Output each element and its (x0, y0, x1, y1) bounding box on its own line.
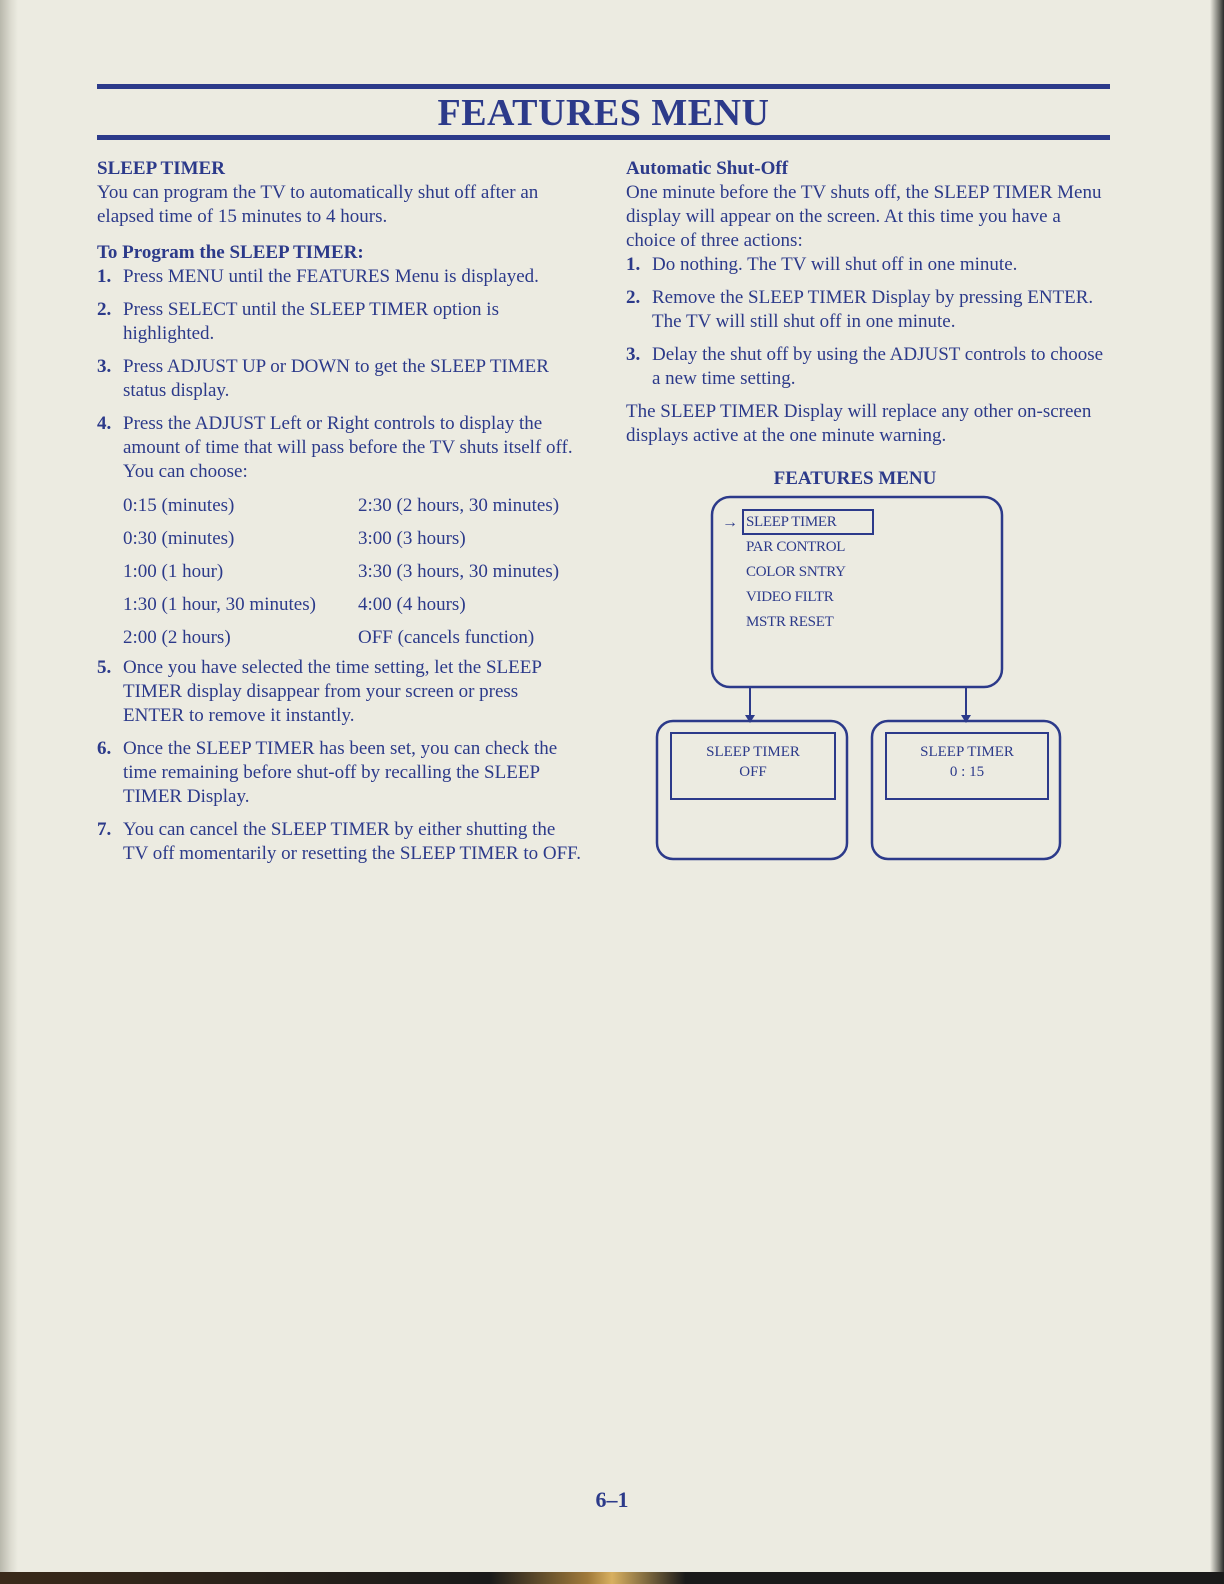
right-column (626, 157, 1106, 448)
diagram-frames (650, 493, 1070, 873)
auto-shutoff-heading: Automatic Shut-Off (626, 158, 789, 179)
page-edge-right (1210, 0, 1224, 1584)
step-number: 2. (97, 299, 112, 320)
step-number: 1. (626, 254, 641, 275)
left-screen-frame (657, 721, 847, 859)
page-number: 6–1 (595, 1487, 629, 1512)
step-text: Press MENU until the FEATURES Menu is displayed. (123, 266, 539, 287)
step-text: Press ADJUST UP or DOWN to get the SLEEP TIMER status display. (123, 356, 549, 401)
time-option: OFF (cancels function) (358, 627, 535, 648)
sleep-timer-intro: You can program the TV to automatically shut off after an elapsed time of 15 minutes to 4 hours. (97, 182, 539, 227)
step-number: 2. (626, 287, 641, 308)
time-option: 1:30 (1 hour, 30 minutes) (123, 594, 316, 615)
step-number: 6. (97, 738, 112, 759)
program-heading: To Program the SLEEP TIMER: (97, 242, 364, 263)
time-option: 2:00 (2 hours) (123, 627, 231, 648)
list-item (626, 253, 1106, 277)
menu-item-color-sntry: COLOR SNTRY (746, 564, 846, 580)
title-rule-bottom (97, 135, 1110, 140)
title-rule-top (97, 84, 1110, 89)
program-steps (97, 265, 582, 866)
step-number: 1. (97, 266, 112, 287)
sleep-timer-heading: SLEEP TIMER (97, 158, 225, 179)
time-option: 0:30 (minutes) (123, 528, 235, 549)
step-text: Press SELECT until the SLEEP TIMER option is highlighted. (123, 299, 499, 344)
step-number: 3. (626, 344, 641, 365)
list-item (97, 737, 582, 809)
time-option: 0:15 (minutes) (123, 495, 235, 516)
right-status-line2: 0 : 15 (949, 764, 985, 780)
selection-arrow-icon: → (722, 514, 738, 531)
list-item (97, 265, 582, 289)
diagram-title: FEATURES MENU (773, 468, 937, 489)
page-edge-bottom (0, 1572, 1224, 1584)
step-number: 5. (97, 657, 112, 678)
time-option: 3:30 (3 hours, 30 minutes) (358, 561, 560, 582)
page-title: FEATURES MENU (437, 92, 770, 134)
time-option: 1:00 (1 hour) (123, 561, 224, 582)
step-text: You can cancel the SLEEP TIMER by either shutting the TV off momentarily or resetting the SLEEP TIMER to OFF. (123, 819, 581, 864)
list-item (97, 355, 582, 403)
shutoff-closing: The SLEEP TIMER Display will replace any other on-screen displays active at the one minute warning. (626, 401, 1092, 446)
menu-item-video-filtr: VIDEO FILTR (746, 589, 834, 605)
list-item (626, 343, 1106, 391)
list-item (626, 286, 1106, 334)
right-screen-frame (872, 721, 1060, 859)
menu-item-mstr-reset: MSTR RESET (746, 614, 834, 630)
right-status-line1: SLEEP TIMER (920, 744, 1014, 760)
features-menu-diagram (650, 493, 1070, 873)
step-text: Once the SLEEP TIMER has been set, you can check the time remaining before shut-off by recalling the SLEEP TIMER Display. (123, 738, 558, 807)
left-column (97, 157, 582, 875)
page-edge-left (0, 0, 18, 1584)
time-option: 4:00 (4 hours) (358, 594, 466, 615)
list-item (97, 412, 582, 650)
shutoff-steps (626, 253, 1106, 391)
time-options-grid (123, 494, 582, 650)
list-item (97, 656, 582, 728)
step-number: 3. (97, 356, 112, 377)
list-item (97, 298, 582, 346)
time-option: 3:00 (3 hours) (358, 528, 466, 549)
step-text: Once you have selected the time setting, let the SLEEP TIMER display disappear from your screen or press ENTER to remove it instantly. (123, 657, 542, 726)
step-text: Remove the SLEEP TIMER Display by pressing ENTER. The TV will still shut off in one minute. (652, 287, 1094, 332)
list-item (97, 818, 582, 866)
step-number: 4. (97, 413, 112, 434)
step-number: 7. (97, 819, 112, 840)
menu-item-par-control: PAR CONTROL (746, 539, 846, 555)
menu-item-sleep-timer: SLEEP TIMER (746, 514, 837, 530)
step-text: Delay the shut off by using the ADJUST controls to choose a new time setting. (652, 344, 1104, 389)
step-text: Do nothing. The TV will shut off in one minute. (652, 254, 1018, 275)
left-status-line1: SLEEP TIMER (706, 744, 800, 760)
time-option: 2:30 (2 hours, 30 minutes) (358, 495, 560, 516)
auto-shutoff-intro: One minute before the TV shuts off, the SLEEP TIMER Menu display will appear on the screen. At this time you have a choice of three actions: (626, 182, 1102, 251)
left-status-line2: OFF (739, 764, 767, 780)
step-text: Press the ADJUST Left or Right controls to display the amount of time that will pass before the TV shuts itself off. You can choose: (123, 413, 573, 482)
